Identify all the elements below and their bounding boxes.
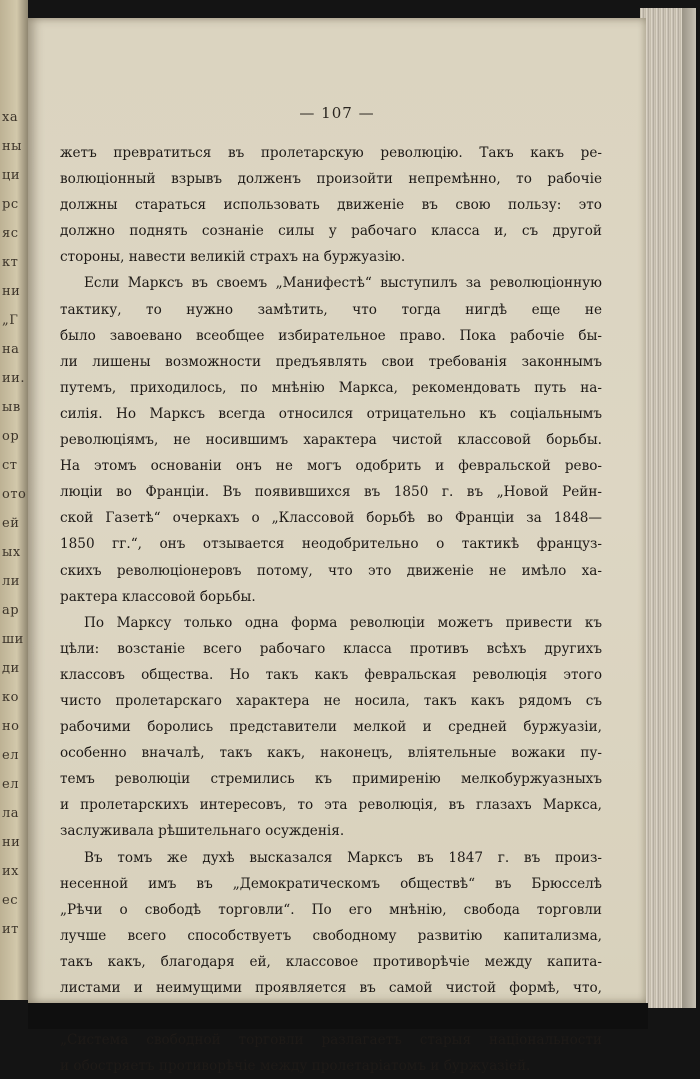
left-page-fragment: ни — [2, 835, 21, 850]
left-page-fragment: ес — [2, 893, 18, 908]
left-page-fragment: ел — [2, 777, 19, 792]
text-line: ской Газетѣ“ очеркахъ о „Классовой борьбѣ во Франціи за 1848— — [60, 510, 602, 527]
text-line: „Система свободной торговли разлагаетъ старыя національности — [60, 1032, 602, 1049]
text-line: путемъ, приходилось, по мнѣнію Маркса, рекомендовать путь на- — [60, 379, 602, 396]
text-line: заслуживала рѣшительнаго осужденія. — [60, 823, 345, 840]
left-page-fragment: ст — [2, 458, 18, 473]
left-page-fragment: ци — [2, 168, 21, 183]
text-line: должны стараться использовать движеніе въ свою пользу: это — [60, 197, 602, 214]
text-line: и обостряетъ противорѣчіе между пролетаріатомъ и буржуазіей. — [60, 1058, 531, 1075]
left-page-fragment: рс — [2, 197, 19, 212]
text-line: такъ какъ, благодаря ей, классовое противорѣчіе между капита- — [60, 953, 602, 970]
text-line: лучше всего способствуетъ свободному развитію капитализма, — [60, 927, 602, 944]
text-line: рабочими боролись представители мелкой и средней буржуазіи, — [60, 719, 602, 736]
text-line: По Марксу только одна форма революціи можетъ привести къ — [84, 614, 602, 631]
left-page-fragment: ко — [2, 690, 19, 705]
text-line: и пролетарскихъ интересовъ, то эта революція, въ глазахъ Маркса, — [60, 797, 602, 814]
left-page-fragment: ии. — [2, 371, 25, 386]
text-line: скихъ революціонеровъ потому, что это движеніе не имѣло ха- — [60, 562, 602, 579]
text-line: революціямъ, не носившимъ характера чистой классовой борьбы. — [60, 432, 602, 449]
bottom-shadow — [28, 1003, 648, 1029]
page-stack-edge — [640, 8, 696, 1008]
text-line: цѣли: возстаніе всего рабочаго класса противъ всѣхъ другихъ — [60, 640, 602, 657]
left-page-fragment: ыв — [2, 400, 21, 415]
left-page-fragment: ли — [2, 574, 20, 589]
text-line: темъ революціи стремились къ примиренію мелкобуржуазныхъ — [60, 771, 602, 788]
left-page-edge — [0, 0, 28, 1000]
text-line: 1850 гг.“, онъ отзывается неодобрительно о тактикѣ француз- — [60, 536, 602, 553]
left-page-fragment: но — [2, 719, 20, 734]
left-page-fragment: на — [2, 342, 20, 357]
left-page-fragment: их — [2, 864, 19, 879]
text-line: классовъ общества. Но такъ какъ февральская революція этого — [60, 666, 602, 683]
left-page-fragment: ха — [2, 110, 19, 125]
left-page-fragment: ши — [2, 632, 24, 647]
book-page — [28, 18, 646, 1075]
left-page-fragment: ар — [2, 603, 20, 618]
left-page-fragment: ото — [2, 487, 27, 502]
text-line: должно поднять сознаніе силы у рабочаго класса и, съ другой — [60, 223, 602, 240]
left-page-fragment: ни — [2, 284, 21, 299]
text-line: Если Марксъ въ своемъ „Манифестѣ“ выступилъ за революціонную — [84, 275, 602, 292]
left-page-fragment: ей — [2, 516, 20, 531]
left-page-fragment: яс — [2, 226, 19, 241]
text-line: несенной имъ въ „Демократическомъ обществѣ“ въ Брюсселѣ — [60, 875, 602, 892]
text-line: Въ томъ же духѣ высказался Марксъ въ 1847 г. въ произ- — [84, 849, 602, 866]
text-line: На этомъ основаніи онъ не могъ одобрить и февральской рево- — [60, 458, 602, 475]
left-page-fragment: ди — [2, 661, 20, 676]
text-line: чисто пролетарскаго характера не носила, такъ какъ рядомъ съ — [60, 692, 602, 709]
text-line: стороны, навести великій страхъ на буржуазію. — [60, 249, 406, 266]
left-page-fragment: „Г — [2, 313, 19, 328]
left-page-fragment: ел — [2, 748, 19, 763]
page-stack-shade — [682, 8, 696, 1008]
text-line: волюціонный взрывъ долженъ произойти непремѣнно, то рабочіе — [60, 171, 602, 188]
text-line: было завоевано всеобщее избирательное право. Пока рабочіе бы- — [60, 327, 602, 344]
text-line: особенно вначалѣ, такъ какъ, наконецъ, вліятельные вожаки пу- — [60, 745, 602, 762]
text-line: люціи во Франціи. Въ появившихся въ 1850 г. въ „Новой Рейн- — [60, 484, 602, 501]
text-line: листами и неимущими проявляется въ самой чистой формѣ, что, — [60, 980, 602, 996]
page-number: — 107 — — [299, 104, 375, 122]
text-line: „Рѣчи о свободѣ торговли“. По его мнѣнію, свобода торговли — [60, 901, 602, 918]
left-page-fragment: кт — [2, 255, 19, 270]
text-line: силія. Но Марксъ всегда относился отрицательно къ соціальнымъ — [60, 405, 602, 422]
left-page-fragment: ны — [2, 139, 23, 154]
text-line: рактера классовой борьбы. — [60, 588, 256, 605]
left-page-fragment: ор — [2, 429, 20, 444]
left-page-fragment: ит — [2, 922, 19, 937]
text-line: ли лишены возможности предъявлять свои требованія законнымъ — [60, 353, 602, 370]
text-block — [60, 140, 602, 1079]
text-line: жетъ превратиться въ пролетарскую революцію. Такъ какъ ре- — [60, 145, 602, 161]
left-page-fragment: ла — [2, 806, 20, 821]
text-line: тактику, то нужно замѣтить, что тогда нигдѣ еще не — [60, 301, 602, 318]
left-page-fragment: ых — [2, 545, 21, 560]
